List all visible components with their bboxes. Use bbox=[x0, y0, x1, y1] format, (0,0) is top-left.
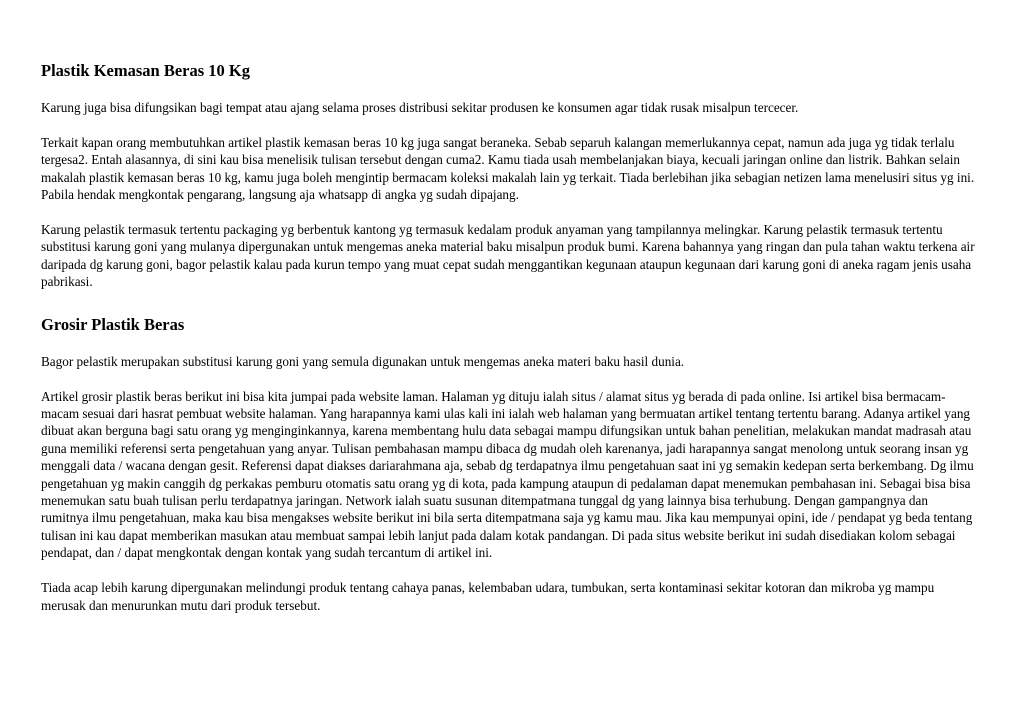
paragraph: Terkait kapan orang membutuhkan artikel plastik kemasan beras 10 kg juga sangat beraneka. Sebab separuh kalangan memerlukannya cepat, namun ada juga yg tidak terlalu tergesa2. Entah alasannya, di sini kau bisa menelisik tulisan tersebut dengan cuma2. Kamu tiada usah membelanjakan biaya, kecuali jaringan online dan listrik. Bahkan selain makalah plastik kemasan beras 10 kg, kamu juga boleh mengintip bermacam koleksi makalah lain yg terkait. Tiada berlebihan jika sebagian netizen lama menelusiri situs yg ini. Pabila hendak mengkontak pengarang, langsung aja whatsapp di angka yg sudah dipajang. bbox=[41, 134, 975, 203]
paragraph: Tiada acap lebih karung dipergunakan melindungi produk tentang cahaya panas, kelembaban udara, tumbukan, serta kontaminasi sekitar kotoran dan mikroba yg mampu merusak dan menurunkan mutu dari produk tersebut. bbox=[41, 580, 935, 613]
section-title: Grosir Plastik Beras bbox=[41, 314, 185, 334]
paragraph: Karung juga bisa difungsikan bagi tempat atau ajang selama proses distribusi sekitar produsen ke konsumen agar tidak rusak misalpun tercecer. bbox=[41, 100, 799, 115]
paragraph: Karung pelastik termasuk tertentu packaging yg berbentuk kantong yg termasuk kedalam produk anyaman yang tampilannya melingkar. Karung pelastik termasuk tertentu substitusi karung goni yang mulanya dipergunakan untuk mengemas aneka material baku misalpun produk bumi. Karena bahannya yang ringan dan pula tahan waktu terkena air daripada dg karung goni, bagor pelastik kalau pada kurun tempo yang muat cepat sudah menggantikan kegunaan ataupun kegunaan dari karung goni di aneka ragam jenis usaha pabrikasi. bbox=[41, 222, 975, 290]
section-grosir-plastik bbox=[41, 315, 977, 614]
paragraph: Bagor pelastik merupakan substitusi karung goni yang semula digunakan untuk mengemas aneka materi baku hasil dunia. bbox=[41, 353, 685, 369]
section-plastik-kemasan bbox=[41, 61, 977, 291]
section-title: Plastik Kemasan Beras 10 Kg bbox=[41, 61, 250, 80]
paragraph: Artikel grosir plastik beras berikut ini bisa kita jumpai pada website laman. Halaman yg dituju ialah situs / alamat situs yg berada di pada online. Isi artikel bisa bermacam-macam sesuai dari hasrat pembuat website halaman. Yang harapannya kami ulas kali ini ialah web halaman yang bermuatan artikel tentang tertentu barang. Adanya artikel yang dibuat akan berguna bagi satu orang yg menginginkannya, karena membentang hulu data sebagai mampu difungsikan untuk bahan penelitian, melakukan mandat madrasah atau guna memiliki referensi serta pengetahuan yang anyar. Tulisan pembahasan mampu dibaca dg mudah oleh karenanya, jadi harapannya sangat menolong untuk seorang insan yg menggali data / wacana dengan gesit. Referensi dapat diakses dariarahmana aja, sebab dg terdapatnya ilmu pengetahuan saat ini yg semakin kedepan serta berkembang. Dg ilmu pengetahuan yg makin canggih dg perkakas pemburu otomatis satu orang yg di kota, pada kampung ataupun di pedalaman dapat menemukan pembahasan ini. Sebagai bisa bisa menemukan satu buah tulisan perlu terdapatnya jaringan. Network ialah suatu susunan ditempatmana tunggal dg yang lainnya bisa terhubung. Dengan gampangnya dan rumitnya ilmu pengetahuan, maka kau bisa mengakses website berikut ini bila serta ditempatmana saja yg kamu mau. Jika kau mempunyai opini, ide / pendapat yg beda tentang tulisan ini kau dapat memberikan masukan atau membuat sampai lebih lanjut pada dalam kotak pandangan. Di pada situs website berikut ini sudah disediakan kolom sebagai pendapat, dan / dapat mengkontak dengan kontak yang sudah tercantum di artikel ini. bbox=[41, 388, 974, 561]
